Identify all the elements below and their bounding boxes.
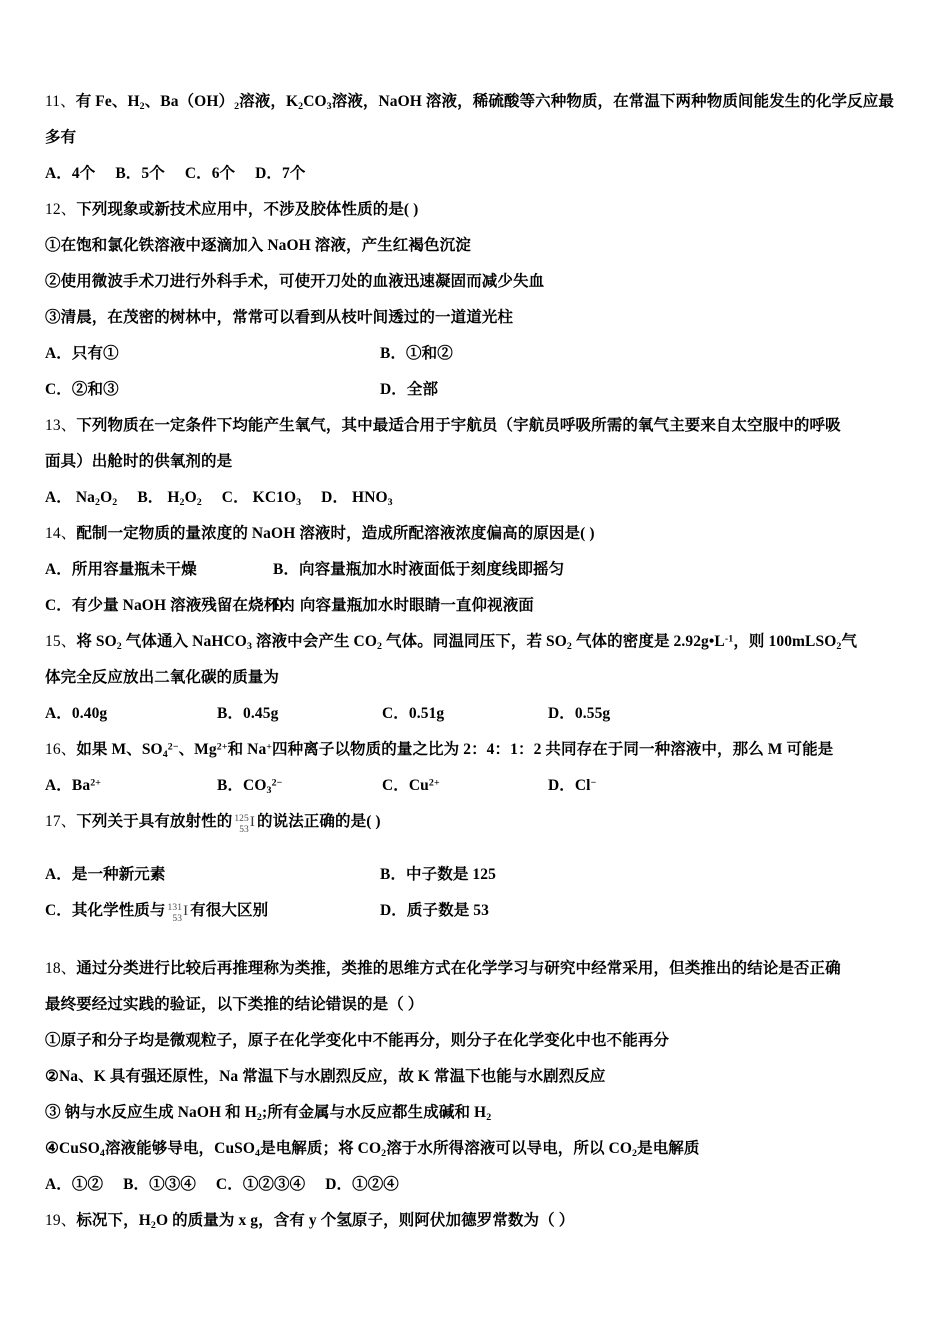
q17-options-row-2	[45, 893, 917, 929]
question-11-number: 11、	[45, 93, 76, 110]
q18-option-d[interactable]: D．①②④	[325, 1176, 399, 1194]
question-17-stem	[45, 804, 917, 843]
question-11-stem-line2: 多有	[45, 129, 77, 146]
q11-sub-3: 2	[298, 100, 304, 112]
q11-option-a[interactable]: A．4个	[45, 165, 96, 182]
q13-option-b[interactable]: B． $H_2O_2$	[137, 489, 202, 508]
q18-item3-sub1: 2	[256, 1111, 262, 1123]
q17-nuclide-symbol: I	[249, 814, 255, 831]
q18-option-a[interactable]: A．①②	[45, 1176, 104, 1194]
q11-stem-c: 溶液，K	[239, 93, 299, 110]
q15-option-a[interactable]: A．0.40g	[45, 705, 108, 722]
q18-item4-sub4: 2	[632, 1147, 638, 1159]
q18-item-4	[45, 1131, 917, 1167]
q12-options-row-1	[45, 336, 917, 372]
q17-option-c-b: 有很大区别	[190, 902, 269, 920]
question-13-stem	[45, 408, 917, 444]
q18-item4-e: 是电解质	[637, 1140, 700, 1158]
q16-sup-2: 2+	[216, 741, 228, 753]
q11-stem-d: CO	[303, 93, 327, 110]
question-12-stem	[45, 192, 917, 228]
q15-e: ，则 100mLSO	[733, 633, 837, 650]
q16-option-a[interactable]: A．$Ba^{2+}$	[45, 777, 101, 794]
question-15-options	[45, 696, 917, 732]
q17-nuclide2-symbol: I	[183, 903, 189, 920]
question-15	[45, 624, 917, 732]
q11-option-c[interactable]: C．6个	[184, 165, 236, 182]
q13-option-d[interactable]: D． $HNO_3$	[321, 489, 393, 508]
question-16-number: 16、	[45, 741, 77, 758]
q17-stem-b: 的说法正确的是( )	[257, 813, 381, 830]
q18-item4-sub3: 2	[381, 1147, 387, 1159]
q14-option-d[interactable]: D．向容量瓶加水时眼睛一直仰视液面	[273, 597, 534, 614]
q17-option-c-a: C．其化学性质与	[45, 902, 166, 920]
q11-stem-b: 、Ba（OH）	[144, 93, 235, 110]
q18-item4-c: 是电解质；将 CO	[260, 1140, 382, 1158]
q19-post: O 的质量为 x g，含有 y 个氢原子，则阿伏加德罗常数为（ ）	[155, 1212, 575, 1230]
page-content	[45, 84, 917, 1239]
question-15-stem	[45, 624, 917, 660]
q17-stem-a: 下列关于具有放射性的	[76, 813, 233, 830]
question-16-stem	[45, 732, 917, 768]
q14-options-row-1	[45, 552, 917, 588]
q19-sub: 2	[150, 1219, 156, 1231]
q15-option-b[interactable]: B．0.45g	[217, 705, 279, 722]
question-13-options	[45, 480, 917, 516]
q15-b: 溶液中会产生 CO	[252, 633, 378, 650]
q17-option-b[interactable]: B．中子数是 125	[380, 866, 496, 884]
q16-d: 四种离子以物质的量之比为 2：4：1：2 共同存在于同一种溶液中，那么 M 可能是	[272, 741, 834, 758]
q17-nuclide-mass: 125	[234, 814, 249, 825]
q11-stem-e: 溶液，NaOH 溶液，稀硫酸等六种物质，在常温下两种物质间能发生的化学反应最	[331, 93, 894, 110]
q16-c: 和 Na	[227, 741, 267, 758]
question-16	[45, 732, 917, 804]
q11-option-b[interactable]: B．5个	[115, 165, 165, 182]
q18-item-2: ②Na、K 具有强还原性，Na 常温下与水剧烈反应，故 K 常温下也能与水剧烈反应	[45, 1068, 606, 1086]
question-14	[45, 516, 917, 624]
q16-b: 、Mg	[178, 741, 217, 758]
q18-stem-line2: 最终要经过实践的验证，以下类推的结论错误的是（ ）	[45, 996, 424, 1014]
question-14-number: 14、	[45, 525, 77, 542]
q15-f: 气	[841, 633, 858, 650]
q13-option-c[interactable]: C． $KC1O_3$	[221, 489, 302, 508]
q16-sup-3: +	[266, 741, 273, 753]
q14-option-b[interactable]: B．向容量瓶加水时液面低于刻度线即摇匀	[273, 561, 565, 578]
q18-stem-line1: 通过分类进行比较后再推理称为类推，类推的思维方式在化学学习与研究中经常采用，但类推出的结论是否正确	[76, 960, 841, 978]
q18-item-3	[45, 1095, 917, 1131]
q12-stem-text: 下列现象或新技术应用中，不涉及胶体性质的是( )	[76, 201, 419, 218]
q16-sub-1: 4	[162, 748, 168, 760]
nuclide-iodine-125-icon	[234, 807, 255, 843]
question-19-number: 19、	[45, 1212, 77, 1230]
q19-pre: 标况下，H	[76, 1212, 151, 1230]
question-18-options	[45, 1167, 917, 1203]
q18-item3-b: ;所有金属与水反应都生成碱和 H	[261, 1104, 487, 1122]
question-14-stem	[45, 516, 917, 552]
q12-item-1: ①在饱和氯化铁溶液中逐滴加入 NaOH 溶液，产生红褐色沉淀	[45, 237, 471, 254]
question-18-number: 18、	[45, 960, 77, 978]
q13-option-a[interactable]: A． $Na_2O_2$	[45, 489, 118, 508]
q18-item4-sub1: 4	[99, 1147, 105, 1159]
q17-nuclide2-mass: 131	[167, 903, 183, 914]
question-13-number: 13、	[45, 417, 77, 434]
q11-option-d[interactable]: D．7个	[255, 165, 306, 182]
q12-option-d[interactable]: D．全部	[380, 381, 439, 398]
q12-options-row-2	[45, 372, 917, 408]
nuclide-iodine-131-icon	[168, 896, 189, 932]
question-17-number: 17、	[45, 813, 77, 830]
question-18-stem	[45, 951, 917, 987]
q15-option-c[interactable]: C．0.51g	[382, 705, 445, 722]
q14-stem-text: 配制一定物质的量浓度的 NaOH 溶液时，造成所配溶液浓度偏高的原因是( )	[76, 525, 595, 542]
q18-item4-a: ④CuSO	[45, 1140, 100, 1158]
question-18	[45, 929, 917, 1203]
q16-a: 如果 M、SO	[76, 741, 163, 758]
q16-sup-1: 2−	[167, 741, 179, 753]
q18-item3-a: ③ 钠与水反应生成 NaOH 和 H	[45, 1104, 257, 1122]
question-17	[45, 804, 917, 929]
q15-c: 气体。同温同压下，若 SO	[382, 633, 567, 650]
q18-spacer	[45, 929, 917, 951]
q18-option-b[interactable]: B．①③④	[123, 1176, 196, 1194]
q12-item-2: ②使用微波手术刀进行外科手术，可使开刀处的血液迅速凝固而减少失血	[45, 273, 545, 290]
q17-spacer	[45, 843, 917, 857]
q11-sub-4: 3	[326, 100, 332, 112]
question-11-options	[45, 156, 917, 192]
q17-nuclide-atomic: 53	[239, 825, 249, 836]
q16-option-d[interactable]: D．Cl−	[548, 777, 597, 794]
q12-option-c[interactable]: C．②和③	[45, 381, 119, 398]
question-13	[45, 408, 917, 516]
question-19	[45, 1203, 917, 1239]
q15-stem-line2: 体完全反应放出二氧化碳的质量为	[45, 669, 280, 686]
q13-stem-line1: 下列物质在一定条件下均能产生氧气，其中最适合用于宇航员（宇航员呼吸所需的氧气主要来自太空服中的呼吸	[76, 417, 841, 434]
q18-item4-d: 溶于水所得溶液可以导电，所以 CO	[386, 1140, 633, 1158]
q11-stem-a: 有 Fe、H	[75, 93, 140, 110]
q14-options-row-2	[45, 588, 917, 624]
q17-option-d[interactable]: D．质子数是 53	[380, 902, 489, 920]
question-12	[45, 192, 917, 408]
q18-item3-sub2: 2	[486, 1111, 492, 1123]
q15-d: 气体的密度是 2.92g•L	[571, 633, 725, 650]
q14-option-a[interactable]: A．所用容量瓶未干燥	[45, 561, 197, 578]
q15-sub-2: 3	[246, 640, 252, 652]
q13-stem-line2: 面具）出舱时的供氧剂的是	[45, 453, 233, 470]
q15-sub-5: 2	[836, 640, 842, 652]
q17-options-row-1	[45, 857, 917, 893]
q17-option-c[interactable]	[45, 893, 268, 932]
question-11	[45, 84, 917, 192]
q11-sub-2: 2	[234, 100, 240, 112]
question-11-stem	[45, 84, 917, 120]
q18-item4-b: 溶液能够导电，CuSO	[104, 1140, 256, 1158]
q15-sub-1: 2	[116, 640, 122, 652]
question-16-options	[45, 768, 917, 804]
q15-sup-1: -1	[724, 633, 734, 645]
q15-option-d[interactable]: D．0.55g	[548, 705, 611, 722]
q17-nuclide2-atomic: 53	[172, 914, 183, 925]
q15-pre: 将 SO	[76, 633, 117, 650]
q12-option-a[interactable]: A．只有①	[45, 345, 119, 362]
q14-option-c[interactable]: C．有少量 NaOH 溶液残留在烧杯内	[45, 597, 295, 614]
q16-option-b[interactable]: B．$CO_3^{2-}$	[217, 777, 283, 796]
q11-sub-1: 2	[139, 100, 145, 112]
q16-option-c[interactable]: C．$Cu^{2+}$	[382, 777, 440, 794]
q15-sub-4: 2	[566, 640, 572, 652]
q17-option-a[interactable]: A．是一种新元素	[45, 866, 166, 884]
question-15-number: 15、	[45, 633, 77, 650]
q18-option-c[interactable]: C．①②③④	[215, 1176, 306, 1194]
question-19-stem	[45, 1203, 917, 1239]
question-12-number: 12、	[45, 201, 77, 218]
q18-item4-sub2: 4	[255, 1147, 261, 1159]
q12-option-b[interactable]: B．①和②	[380, 345, 453, 362]
q15-a: 气体通入 NaHCO	[121, 633, 247, 650]
q15-sub-3: 2	[377, 640, 383, 652]
q18-item-1: ①原子和分子均是微观粒子，原子在化学变化中不能再分，则分子在化学变化中也不能再分	[45, 1032, 670, 1050]
q12-item-3: ③清晨，在茂密的树林中，常常可以看到从枝叶间透过的一道道光柱	[45, 309, 514, 326]
